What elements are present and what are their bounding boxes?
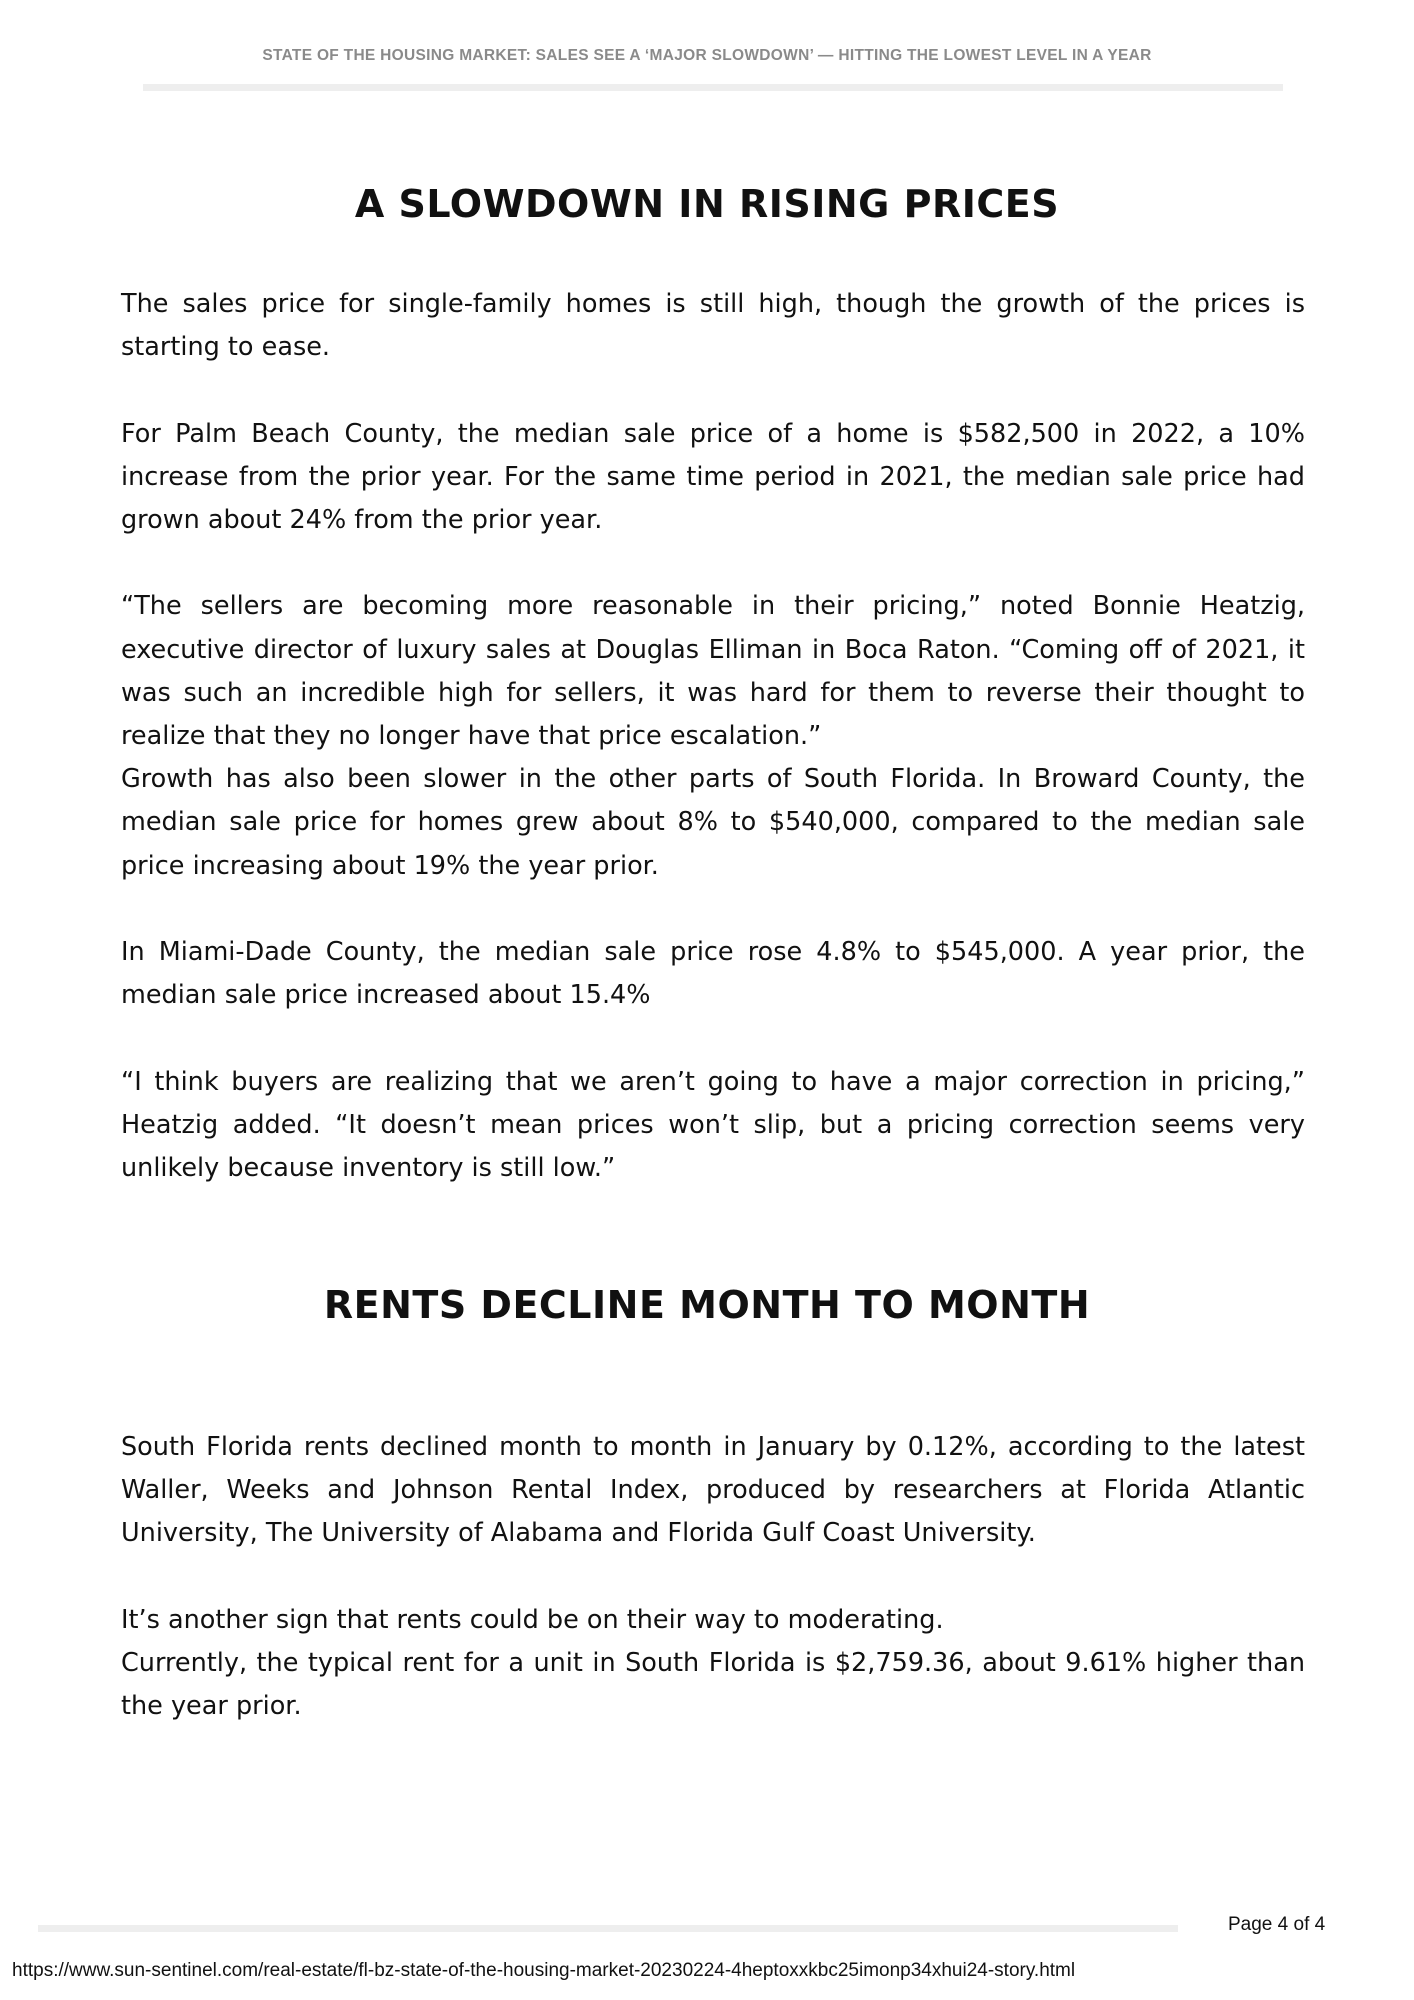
paragraph: In Miami-Dade County, the median sale price rose 4.8% to $545,000. A year prior, the median sale price increased about 15.4% [121,937,1305,1011]
paragraph: “I think buyers are realizing that we aren’t going to have a major correction in pricing,” Heatzig added. “It doesn’t mean prices won’t slip, but a pricing correction seems very unlikely because inventory is still low.” [121,1066,1305,1183]
footer-divider [38,1925,1178,1932]
section-body-slowdown [121,283,1305,1233]
paragraph: South Florida rents declined month to month in January by 0.12%, according to the latest Waller, Weeks and Johnson Rental Index, produced by researchers at Florida Atlantic University, The University of Alabama and Florida Gulf Coast University. [121,1432,1305,1549]
section-title-slowdown: A SLOWDOWN IN RISING PRICES [354,182,1060,226]
header-divider [143,84,1283,91]
paragraph: Currently, the typical rent for a unit in South Florida is $2,759.36, about 9.61% higher than the year prior. [121,1648,1305,1722]
source-url: https://www.sun-sentinel.com/real-estate/fl-bz-state-of-the-housing-market-20230224-4heptoxxkbc25imonp34xhui24-story.html [12,1960,1076,1981]
section-title-rents: RENTS DECLINE MONTH TO MONTH [323,1283,1091,1327]
running-header: STATE OF THE HOUSING MARKET: SALES SEE A ‘MAJOR SLOWDOWN’ — HITTING THE LOWEST LEVEL IN A YEAR [262,47,1152,64]
section-body-rents [121,1426,1305,1772]
paragraph: Growth has also been slower in the other parts of South Florida. In Broward County, the median sale price for homes grew about 8% to $540,000, compared to the median sale price increasing about 19% the year prior. [121,764,1305,881]
paragraph: The sales price for single-family homes is still high, though the growth of the prices is starting to ease. [121,289,1305,363]
page-number: Page 4 of 4 [1228,1914,1326,1935]
paragraph: It’s another sign that rents could be on their way to moderating. [121,1604,944,1635]
paragraph: For Palm Beach County, the median sale price of a home is $582,500 in 2022, a 10% increase from the prior year. For the same time period in 2021, the median sale price had grown about 24% from the prior year. [121,418,1305,535]
paragraph: “The sellers are becoming more reasonable in their pricing,” noted Bonnie Heatzig, executive director of luxury sales at Douglas Elliman in Boca Raton. “Coming off of 2021, it was such an incredible high for sellers, it was hard for them to reverse their thought to realize that they no longer have that price escalation.” [121,591,1305,751]
